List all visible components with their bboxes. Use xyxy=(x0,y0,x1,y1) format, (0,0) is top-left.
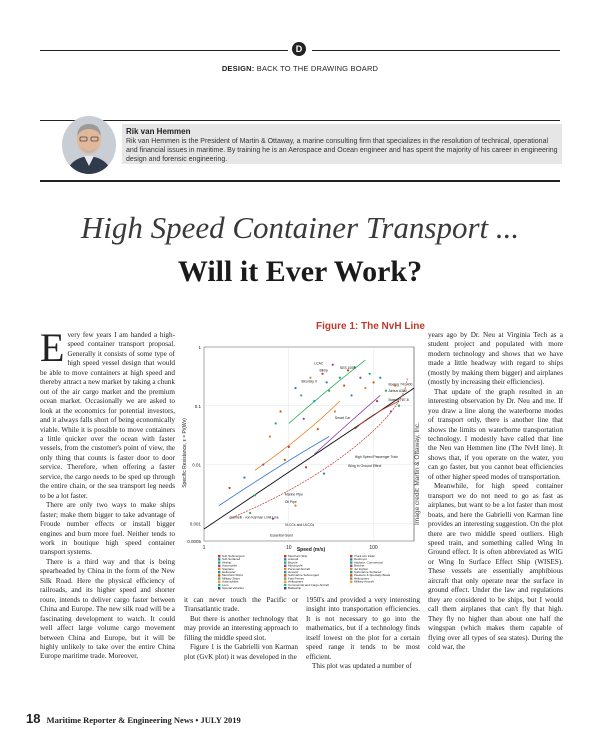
data-point xyxy=(300,394,302,396)
legend-item: Steplane xyxy=(222,566,234,571)
header-rule-left xyxy=(40,50,288,51)
legend-item: Airship xyxy=(222,560,232,565)
legend-item: Commercial and Cargo Aircraft xyxy=(288,582,330,587)
legend-item: Battleship xyxy=(288,586,302,590)
section-title: BACK TO THE DRAWING BOARD xyxy=(256,64,379,73)
legend-swatch xyxy=(218,558,220,560)
legend-item: Loco xyxy=(222,582,229,587)
legend-swatch xyxy=(284,587,286,589)
legend-item: Pleasure & Specialty Boats xyxy=(354,573,391,578)
data-point xyxy=(279,410,281,412)
image-credit: Image credit: Martin & Ottaway, Inc. xyxy=(414,422,421,525)
legend-swatch xyxy=(218,574,220,576)
data-point xyxy=(379,377,381,379)
data-point xyxy=(262,463,264,465)
legend-swatch xyxy=(350,558,352,560)
annotation-label: High Speed Passenger Train xyxy=(354,454,399,459)
nvh-chart xyxy=(178,333,418,593)
legend-item: Truck w/o trailer xyxy=(354,554,376,558)
legend-swatch xyxy=(350,565,352,567)
figure-title: Figure 1: The NvH Line xyxy=(316,321,425,332)
legend-item: Military Ships xyxy=(222,576,240,581)
page-footer xyxy=(26,711,241,726)
legend-swatch xyxy=(284,565,286,567)
author-photo xyxy=(62,116,116,174)
paragraph: There is a third way and that is being spearheaded by China in the form of the New Silk Road. Here the physical efficiency of railroads, and its higher speed and shorter route, intends to deliver cargo faster between China and Europe. The new silk road will be a fascinating development to watch. It could well affect large volume cargo movement between China and Europe, but it will be highly unlikely to take over the entire China Europe maritime trade. Moreover, xyxy=(40,557,175,661)
legend-swatch xyxy=(218,587,220,589)
y-tick-label: 0.01 xyxy=(192,462,201,468)
data-point xyxy=(288,446,290,448)
data-point xyxy=(334,410,336,412)
annotation-label: Gabrielli - von Karman Limit Line xyxy=(229,515,279,520)
legend-item: Airplane, Commercial xyxy=(354,560,383,565)
x-tick-label: 10 xyxy=(285,545,292,551)
section-badge: D xyxy=(292,42,306,56)
author-name: Rik van Hemmen xyxy=(126,127,191,136)
data-point xyxy=(254,494,256,496)
body-column-4 xyxy=(428,331,563,652)
data-point xyxy=(249,512,251,514)
y-tick-label: 0.0005 xyxy=(187,539,201,544)
x-tick-label: 100 xyxy=(369,545,378,551)
section-header xyxy=(0,64,600,73)
data-point xyxy=(364,387,366,389)
legend-swatch xyxy=(218,571,220,573)
legend-swatch xyxy=(218,565,220,567)
legend-swatch xyxy=(284,571,286,573)
data-point xyxy=(275,422,277,424)
annotation-label: Sikorsky II xyxy=(301,379,317,384)
legend-item: Personal Aircraft xyxy=(288,566,311,571)
legend-item: Jet Fighter xyxy=(354,566,369,571)
y-tick-label: 1 xyxy=(198,345,201,350)
legend-swatch xyxy=(218,568,220,570)
legend-swatch xyxy=(284,574,286,576)
author-bio: Rik van Hemmen is the President of Martin & Ottaway, a marine consulting firm that specializes in the resolution of technical, operational and financial issues in maritime. By training he is an Aerospace and Ocean engineer and has spent the majority of his career in engineering design and forensic engineering. xyxy=(126,138,558,163)
data-point xyxy=(376,400,378,402)
annotation-label: Wing In Ground Effect xyxy=(348,464,382,469)
paragraph: 1950's and provided a very interesting insight into transportation efficiencies. It is not necessary to go into the mathematics, but if a technology finds itself lowest on the plot for a certain speed range it tends to be most efficient. xyxy=(306,596,420,661)
data-point xyxy=(326,381,328,383)
paragraph: very few years I am handed a high-speed container transport proposal. Generally it consists of some type of high speed vessel design that would be able to move containers at high speed and thereby attract a new market by taking a chunk out of the air cargo market and the premium ocean market. Occasionally we are asked to look at the economics for potential investors, and it always falls short of being economically viable. While it is possible to move containers a little quicker over the ocean with faster vessels, from the customer's point of view, the only thing that counts is faster door to door service. Therefore, when offering a faster service, the cargo needs to be sped up through the entire chain, or the sea transport leg needs to be a lot faster. xyxy=(40,331,175,500)
data-point xyxy=(390,410,392,412)
legend-item: Merchant Ships xyxy=(222,573,243,578)
legend-item: Helicopter xyxy=(222,570,236,574)
data-point xyxy=(294,505,296,507)
legend-swatch xyxy=(284,558,286,560)
legend-item: Military Aircraft xyxy=(354,579,374,584)
data-point xyxy=(228,487,230,489)
data-point xyxy=(372,381,374,383)
annotation-label: Blimp xyxy=(319,368,328,373)
legend-item: Bicycle xyxy=(288,560,298,565)
data-point xyxy=(332,364,334,366)
legend-swatch xyxy=(350,577,352,579)
data-point xyxy=(317,428,319,430)
legend-swatch xyxy=(350,555,352,557)
paragraph: But there is another technology that may provide an interesting approach to filling the middle speed slot. xyxy=(184,614,298,642)
legend-item: Helicopters xyxy=(288,579,304,584)
annotation-label: VLCCs and ULCCs xyxy=(284,522,315,527)
legend-swatch xyxy=(218,577,220,579)
header-rule-right xyxy=(312,50,560,51)
body-column-3 xyxy=(306,596,420,672)
publication-info: Maritime Reporter & Engineering News • JULY 2019 xyxy=(46,715,241,725)
annotation-label: Marine Pipe xyxy=(284,492,303,497)
legend-item: Sub Surfaced xyxy=(222,557,241,562)
legend-item: Fast Ferries xyxy=(288,576,305,581)
legend-swatch xyxy=(350,561,352,563)
annotation-label: Smart Car xyxy=(334,415,351,420)
data-point xyxy=(343,385,345,387)
legend-item: Autorail xyxy=(288,557,299,562)
bio-rule-top xyxy=(40,120,560,121)
legend-item: Bomber xyxy=(354,563,365,568)
legend-item: Helicopters xyxy=(354,576,370,581)
legend-swatch xyxy=(350,571,352,573)
legend-swatch xyxy=(284,581,286,583)
data-point xyxy=(305,466,307,468)
legend-item: Motorcycle xyxy=(288,563,303,568)
legend-swatch xyxy=(218,581,220,583)
legend-item: Destroyer xyxy=(354,557,368,562)
legend-item: Sub Submergent xyxy=(222,554,245,558)
data-point xyxy=(303,418,305,420)
body-column-1 xyxy=(40,325,175,662)
data-point xyxy=(398,405,400,407)
x-tick-label: 1 xyxy=(202,545,206,551)
paragraph: Meanwhile, for high speed container transport we do not need to go as fast as airplanes, but want to be a lot faster than most boats, and here the Gabrielli von Karman line provides an interesting suggestion. On the plot there are two middle speed outliers. High speed train, and something called Wing In Ground effect. It is often abbreviated as WIG or Wing In Surface Effect Ship (WISES). These vessels are essentially amphibious aircraft that only operate near the surface in ground effect. Under the law and regulations they are considered to be ships, but I would call them airplanes that can't fly that high. They fly no higher than about one half the wingspan (which makes them capable of flying over all types of sea states). During the cold war, the xyxy=(428,482,563,651)
x-axis-label: Speed (m/s) xyxy=(296,547,326,553)
paragraph: years ago by Dr. Neu at Virginia Tech as a student project and populated with more modern technology and shows that we have made a little headway with regard to ships (mostly by making them bigger) and airplanes (mostly by increasing their efficiencies). xyxy=(428,331,563,387)
paragraph: it can never touch the Pacific or Transatlantic trade. xyxy=(184,596,298,614)
data-point xyxy=(385,390,387,392)
legend-swatch xyxy=(218,584,220,586)
data-point xyxy=(350,394,352,396)
section-label: DESIGN: xyxy=(221,64,255,73)
data-point xyxy=(269,435,271,437)
data-point xyxy=(369,373,371,375)
legend-item: Automobiles xyxy=(222,579,239,584)
data-point xyxy=(243,476,245,478)
annotation-label: Oil Pipe xyxy=(284,500,297,505)
annotation-label: Boeing 747-400 xyxy=(388,382,413,387)
legend-item: Submarine Surfaced xyxy=(354,570,382,574)
data-point xyxy=(294,387,296,389)
annotation-label: Essential Giant xyxy=(269,533,293,538)
y-tick-label: 0.1 xyxy=(194,403,201,409)
legend-item: Merchant Ship xyxy=(288,554,308,558)
legend-swatch xyxy=(284,577,286,579)
annotation-label: SES 100B xyxy=(339,366,356,371)
paragraph: This plot was updated a number of xyxy=(312,662,412,671)
legend-item: Automobile xyxy=(222,563,238,568)
data-point xyxy=(313,400,315,402)
annotation-label: LCAC xyxy=(314,361,324,366)
page-number: 18 xyxy=(26,711,41,726)
legend-item: Special Vehicles xyxy=(222,586,244,590)
y-tick-label: 0.001 xyxy=(189,521,201,527)
bio-rule-bottom xyxy=(40,180,560,182)
paragraph: That update of the graph resulted in an interesting observation by Dr. Neu and me. If you draw a line along the waterborne modes of transport only, there is another line that shows the limits on waterborne transportation technology. I modestly have called that line the Neu van Hemmen line (The NvH line). It shows that, if you operate on the water, you can go faster, but you cannot beat efficiencies of other higher speed modes of transportation. xyxy=(428,387,563,481)
legend-swatch xyxy=(350,574,352,576)
legend-item: Submarine Submerged xyxy=(288,573,319,578)
annotation-label: Boeing 787-8 xyxy=(388,398,409,403)
legend-swatch xyxy=(218,555,220,557)
drop-cap: E xyxy=(40,325,65,370)
legend-swatch xyxy=(350,581,352,583)
legend-swatch xyxy=(350,568,352,570)
headline-line1: High Speed Container Transport ... xyxy=(80,210,520,245)
body-column-2 xyxy=(184,596,298,662)
legend-swatch xyxy=(284,555,286,557)
data-point xyxy=(323,473,325,475)
legend-item: Hovercr xyxy=(288,570,299,574)
legend-swatch xyxy=(284,584,286,586)
legend-swatch xyxy=(284,568,286,570)
data-point xyxy=(284,459,286,461)
data-point xyxy=(321,373,323,375)
legend-swatch xyxy=(218,561,220,563)
data-point xyxy=(359,377,361,379)
y-axis-label: Specific Resistance, ε = P/(Wv) xyxy=(182,418,188,488)
paragraph: There are only two ways to make ships faster; make them bigger to take advantage of Froude number effects or install bigger engines and burn more fuel. Neither tends to work in boutique high speed container transport systems. xyxy=(40,501,175,557)
headline-line2: Will it Ever Work? xyxy=(177,255,423,288)
annotation-label: Airbus A380 xyxy=(388,389,407,394)
legend-swatch xyxy=(284,561,286,563)
data-point xyxy=(339,377,341,379)
data-point xyxy=(328,390,330,392)
paragraph: Figure 1 is the Gabrielli von Karman plot (GvK plot) it was developed in the xyxy=(184,643,298,661)
